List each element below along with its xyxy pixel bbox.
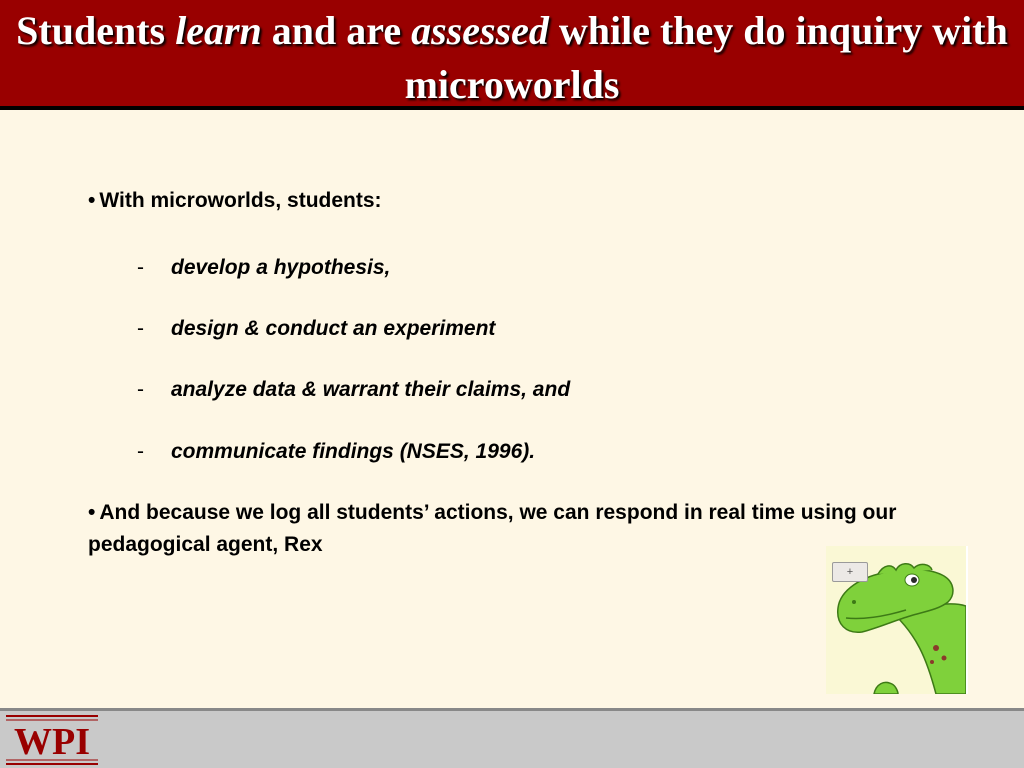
sub-item-text: communicate findings (NSES, 1996). (171, 440, 536, 463)
rex-agent-image (826, 546, 968, 694)
title-emphasis-learn: learn (175, 8, 262, 53)
title-part3: while they do inquiry with microworlds (404, 8, 1008, 107)
dash-marker: - (137, 317, 144, 340)
bullet-marker: • (88, 189, 96, 212)
bullet-text: And because we log all students’ actions, we can respond in real time using our pedagogical agent, Rex (88, 501, 897, 556)
wpi-logo (4, 710, 100, 766)
logo-text: WPI (14, 721, 90, 763)
rex-expand-button[interactable]: + (832, 562, 868, 582)
sub-item-text: develop a hypothesis, (171, 256, 391, 279)
bullet-microworlds (88, 185, 382, 217)
bullet-text: With microworlds, students: (99, 189, 382, 212)
sub-item-hypothesis (137, 253, 390, 283)
sub-item-experiment (137, 314, 495, 344)
dash-marker: - (137, 440, 144, 463)
dash-marker: - (137, 256, 144, 279)
sub-item-text: analyze data & warrant their claims, and (171, 378, 571, 401)
title-bar (0, 0, 1024, 110)
dash-marker: - (137, 378, 144, 401)
bullet-logging (88, 497, 918, 561)
footer-bar (0, 708, 1024, 768)
title-part1: Students (16, 8, 176, 53)
bullet-marker: • (88, 501, 96, 524)
sub-item-communicate (137, 437, 535, 467)
title-emphasis-assessed: assessed (411, 8, 549, 53)
title-part2: and are (261, 8, 412, 53)
slide-title (0, 4, 1024, 112)
sub-item-text: design & conduct an experiment (171, 317, 496, 340)
sub-item-analyze (137, 375, 570, 405)
